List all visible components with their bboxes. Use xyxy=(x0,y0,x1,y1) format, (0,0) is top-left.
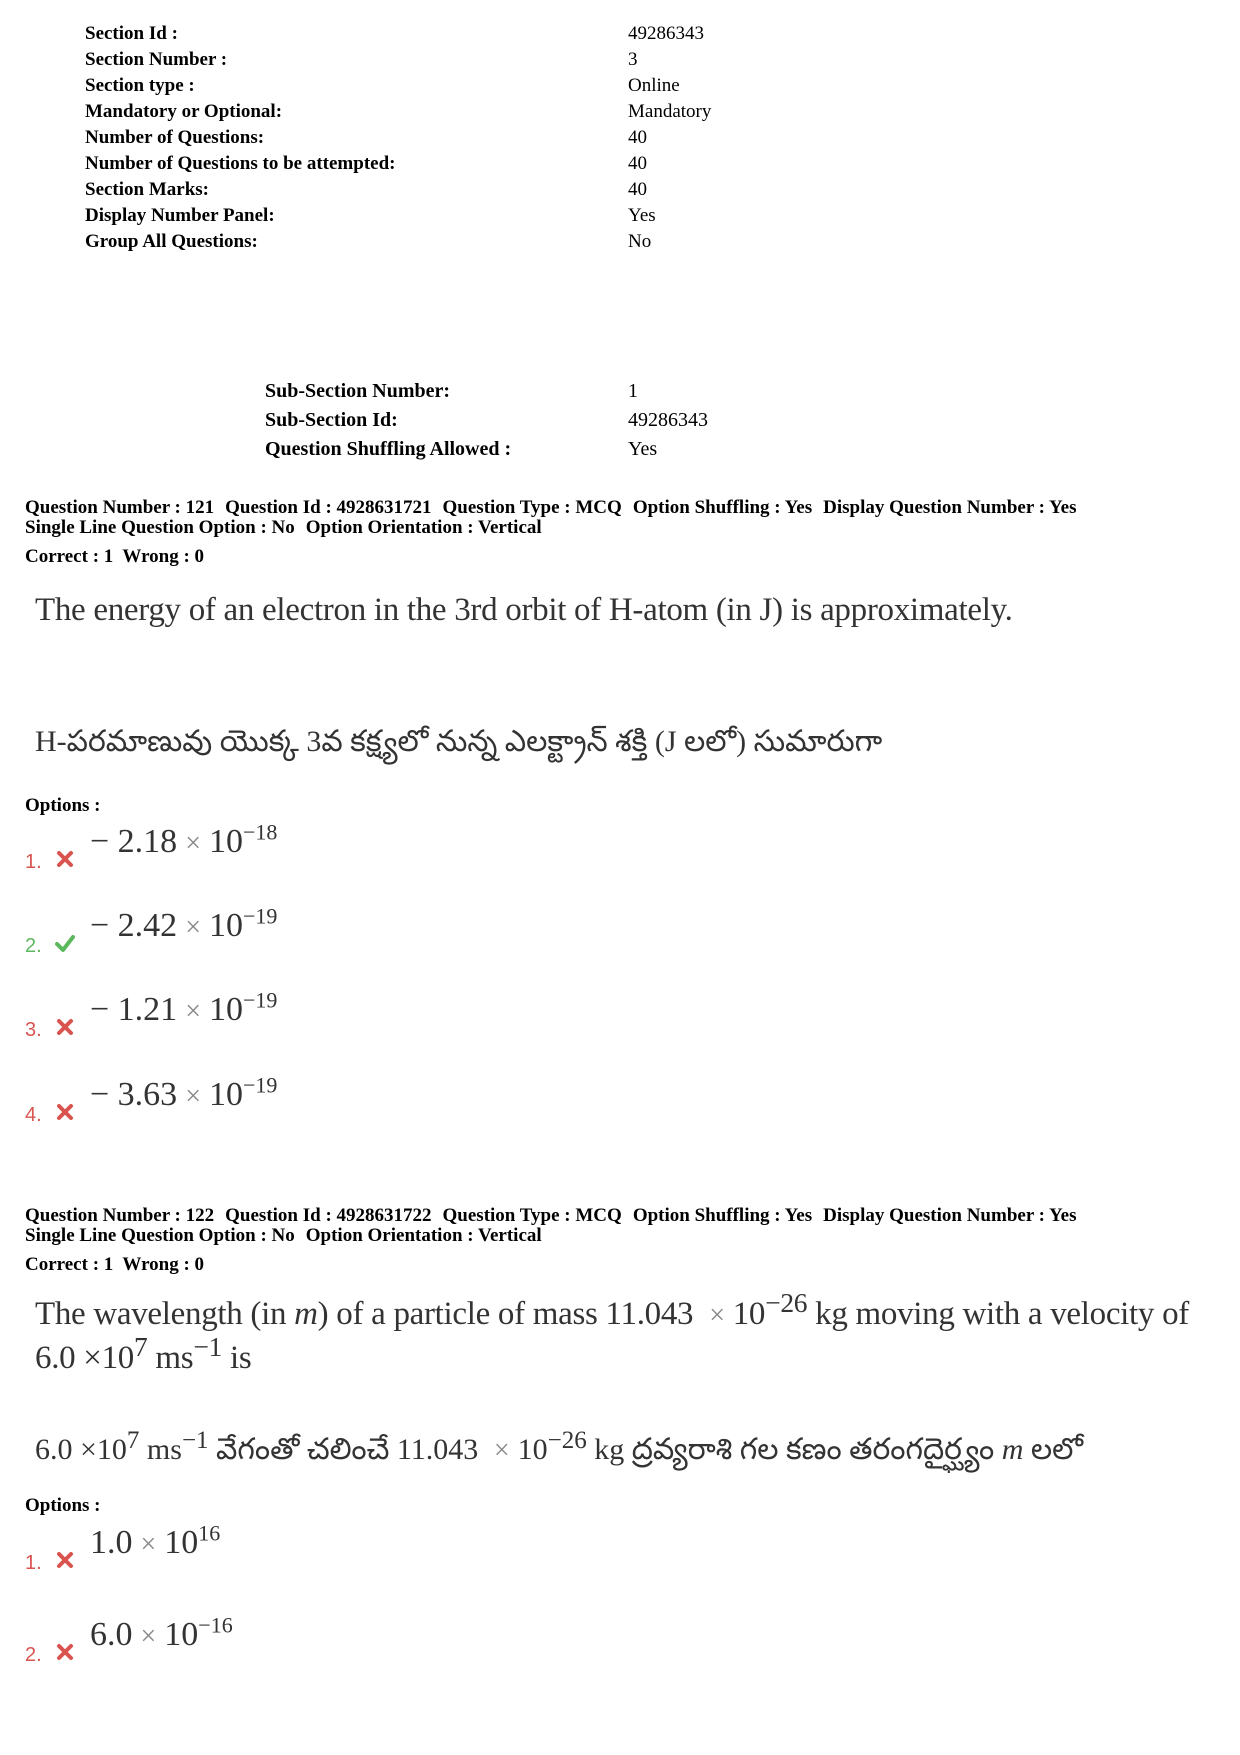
cross-icon xyxy=(55,1102,75,1122)
option-number: 4. xyxy=(25,1104,42,1126)
option-number: 1. xyxy=(25,851,42,873)
option-value: − $2.42 \times 10^{-19}$ xyxy=(90,903,278,944)
options-label: Options : xyxy=(25,795,101,816)
option-3[interactable] xyxy=(25,987,725,1051)
option-4[interactable] xyxy=(25,1072,725,1136)
option-number: 2. xyxy=(25,935,42,957)
subsection-id-row: Sub-Section Id: 49286343 xyxy=(265,409,708,431)
section-number-row: Section Number : 3 xyxy=(85,49,638,70)
cross-icon xyxy=(55,1550,75,1570)
question-header: Question Number : 121 Question Id : 4928631721 Question Type : MCQ Option Shuffling : Yes Display Question Number : Yes xyxy=(25,497,1077,518)
option-2[interactable] xyxy=(25,1612,725,1676)
section-type-row: Section type : Online xyxy=(85,75,680,96)
section-id-row: Section Id : 49286343 xyxy=(85,23,704,44)
option-1[interactable] xyxy=(25,1520,725,1584)
options-label: Options : xyxy=(25,1495,101,1516)
check-icon xyxy=(55,933,75,953)
option-value: $1.0 \times 10^{16}$ xyxy=(90,1520,221,1561)
question-text-telugu: $6.0 \times 10^7$ $ms^{-1}$ వేగంతో చలించే $11.043 \times 10^{-26}$ kg ద్రవ్యరాశి గల కణం తరంగదైర్ఘ్యం m లలో xyxy=(35,1427,1083,1466)
shuffling-row: Question Shuffling Allowed : Yes xyxy=(265,438,658,460)
cross-icon xyxy=(55,1017,75,1037)
option-value: − $3.63 \times 10^{-19}$ xyxy=(90,1072,278,1113)
question-header-line2: Single Line Question Option : No Option Orientation : Vertical xyxy=(25,1225,542,1246)
question-text-telugu: H-పరమాణువు యొక్క 3వ కక్ష్యలో నున్న ఎలక్ట్రాన్ శక్తి (J లలో) సుమారుగా xyxy=(35,725,883,758)
option-number: 2. xyxy=(25,1644,42,1666)
option-number: 3. xyxy=(25,1019,42,1041)
group-questions-row: Group All Questions: No xyxy=(85,231,652,252)
subsection-number-row: Sub-Section Number: 1 xyxy=(265,380,638,402)
mandatory-row: Mandatory or Optional: Mandatory xyxy=(85,101,712,122)
option-1[interactable] xyxy=(25,819,725,883)
num-questions-row: Number of Questions: 40 xyxy=(85,127,647,148)
cross-icon xyxy=(55,849,75,869)
display-panel-row: Display Number Panel: Yes xyxy=(85,205,656,226)
option-number: 1. xyxy=(25,1552,42,1574)
question-text-english: The energy of an electron in the 3rd orbit of H-atom (in J) is approximately. xyxy=(35,592,1013,628)
option-2[interactable] xyxy=(25,903,725,967)
question-text-english: The wavelength (in m) of a particle of mass $11.043 \times 10^{-26}$ kg moving with a velocity of $6.0 \times 10^7$ $ms^{-1}$ is xyxy=(35,1287,1189,1376)
question-score: Correct : 1 Wrong : 0 xyxy=(25,546,205,567)
option-value: $6.0 \times 10^{-16}$ xyxy=(90,1612,233,1653)
num-attempted-row: Number of Questions to be attempted: 40 xyxy=(85,153,647,174)
option-value: − $2.18 \times 10^{-18}$ xyxy=(90,819,278,860)
cross-icon xyxy=(55,1642,75,1662)
section-marks-row: Section Marks: 40 xyxy=(85,179,647,200)
question-header-line2: Single Line Question Option : No Option Orientation : Vertical xyxy=(25,517,542,538)
question-score: Correct : 1 Wrong : 0 xyxy=(25,1254,205,1275)
option-value: − $1.21 \times 10^{-19}$ xyxy=(90,987,278,1028)
question-header: Question Number : 122 Question Id : 4928631722 Question Type : MCQ Option Shuffling : Yes Display Question Number : Yes xyxy=(25,1205,1077,1226)
